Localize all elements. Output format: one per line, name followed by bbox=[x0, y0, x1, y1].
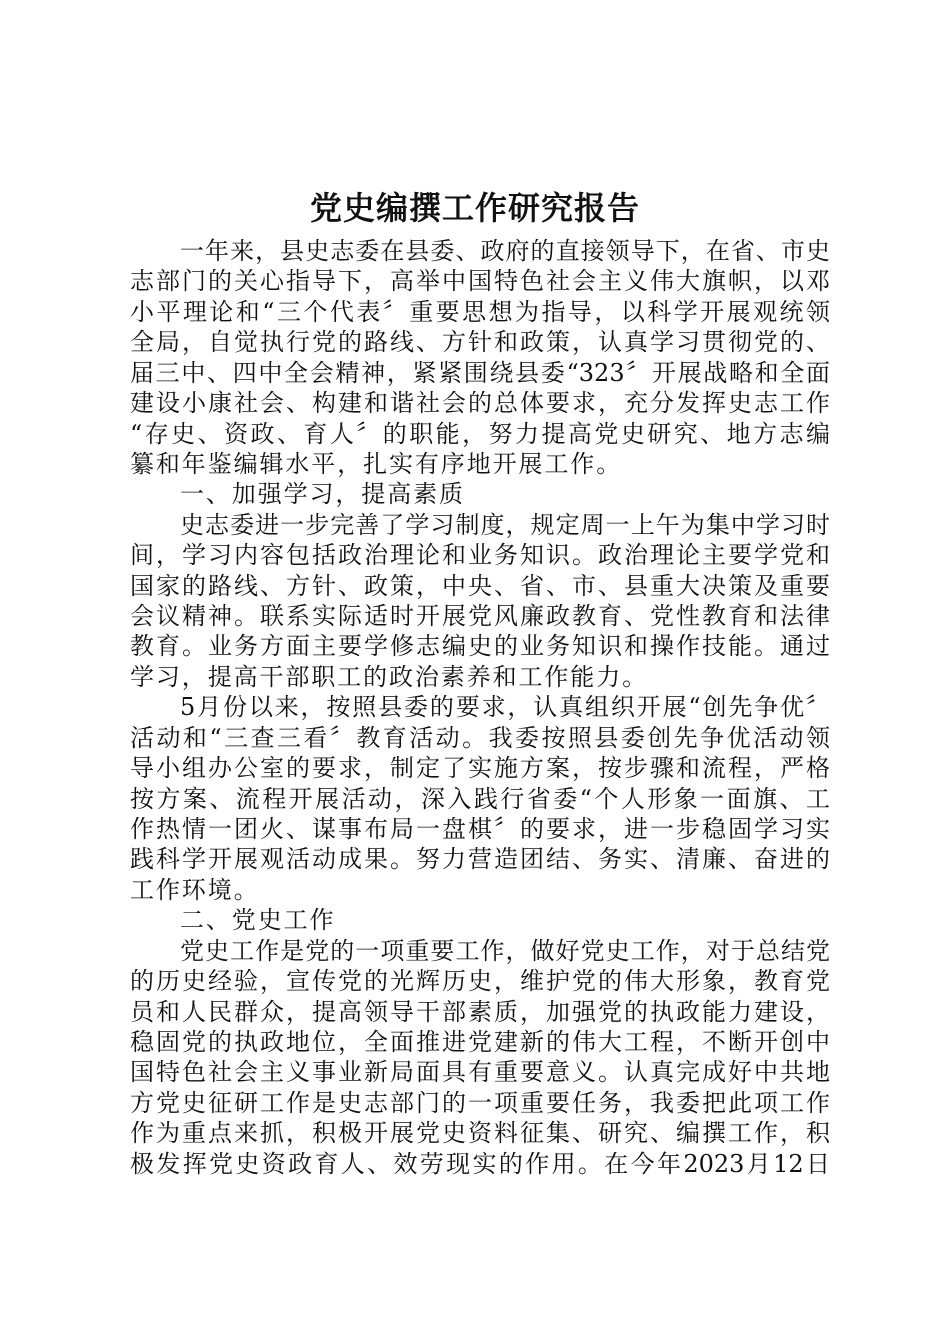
section-heading bbox=[130, 479, 830, 509]
text-line: 践科学开展观活动成果。努力营造团结、务实、清廉、奋进的 bbox=[130, 845, 830, 874]
document-body bbox=[130, 236, 830, 1179]
text-line: 工作环境。 bbox=[130, 875, 260, 904]
text-line: 二、党史工作 bbox=[180, 906, 336, 935]
text-line: 学习，提高干部职工的政治素养和工作能力。 bbox=[130, 662, 648, 691]
text-line: “存史、资政、育人〞的职能，努力提高党史研究、地方志编 bbox=[130, 419, 830, 448]
paragraph bbox=[130, 510, 830, 693]
text-line: 按方案、流程开展活动，深入践行省委“个人形象一面旗、工 bbox=[130, 784, 830, 813]
text-line: 会议精神。联系实际适时开展党风廉政教育、党性教育和法律 bbox=[130, 602, 830, 631]
text-line: 稳固党的执政地位，全面推进党建新的伟大工程，不断开创中 bbox=[130, 1027, 830, 1056]
text-line: 5月份以来，按照县委的要求，认真组织开展“创先争优〞 bbox=[180, 693, 830, 722]
text-line: 一、加强学习，提高素质 bbox=[180, 480, 465, 509]
text-line: 国家的路线、方针、政策，中央、省、市、县重大决策及重要 bbox=[130, 571, 830, 600]
text-line: 一年来，县史志委在县委、政府的直接领导下，在省、市史 bbox=[180, 237, 830, 265]
text-line: 极发挥党史资政育人、效劳现实的作用。在今年2023月12日 bbox=[130, 1149, 830, 1178]
text-line: 党史工作是党的一项重要工作，做好党史工作，对于总结党 bbox=[180, 936, 830, 965]
text-line: 建设小康社会、构建和谐社会的总体要求，充分发挥史志工作 bbox=[130, 389, 830, 418]
text-line: 史志委进一步完善了学习制度，规定周一上午为集中学习时 bbox=[180, 510, 830, 539]
paragraph bbox=[130, 692, 830, 905]
text-line: 届三中、四中全会精神，紧紧围绕县委“323〞开展战略和全面 bbox=[130, 358, 830, 387]
text-line: 国特色社会主义事业新局面具有重要意义。认真完成好中共地 bbox=[130, 1058, 830, 1087]
text-line: 导小组办公室的要求，制定了实施方案，按步骤和流程，严格 bbox=[130, 754, 830, 783]
text-line: 作为重点来抓，积极开展党史资料征集、研究、编撰工作，积 bbox=[130, 1119, 830, 1148]
text-line: 方党史征研工作是史志部门的一项重要任务，我委把此项工作 bbox=[130, 1088, 830, 1117]
text-line: 间，学习内容包括政治理论和业务知识。政治理论主要学党和 bbox=[130, 541, 830, 570]
section-heading bbox=[130, 905, 830, 935]
document-title: 党史编撰工作研究报告 bbox=[309, 189, 640, 227]
text-line: 小平理论和“三个代表〞重要思想为指导，以科学开展观统领 bbox=[130, 297, 830, 326]
text-line: 教育。业务方面主要学修志编史的业务知识和操作技能。通过 bbox=[130, 632, 830, 661]
paragraph bbox=[130, 936, 830, 1179]
text-line: 纂和年鉴编辑水平，扎实有序地开展工作。 bbox=[130, 449, 623, 478]
text-line: 员和人民群众，提高领导干部素质，加强党的执政能力建设， bbox=[130, 997, 830, 1026]
paragraph bbox=[130, 236, 830, 479]
text-line: 活动和“三查三看〞教育活动。我委按照县委创先争优活动领 bbox=[130, 723, 830, 752]
text-line: 志部门的关心指导下，高举中国特色社会主义伟大旗帜，以邓 bbox=[130, 267, 830, 296]
text-line: 全局，自觉执行党的路线、方针和政策，认真学习贯彻党的、 bbox=[130, 328, 830, 357]
text-line: 作热情一团火、谋事布局一盘棋〞的要求，进一步稳固学习实 bbox=[130, 815, 830, 844]
text-line: 的历史经验，宣传党的光辉历史，维护党的伟大形象，教育党 bbox=[130, 967, 830, 996]
